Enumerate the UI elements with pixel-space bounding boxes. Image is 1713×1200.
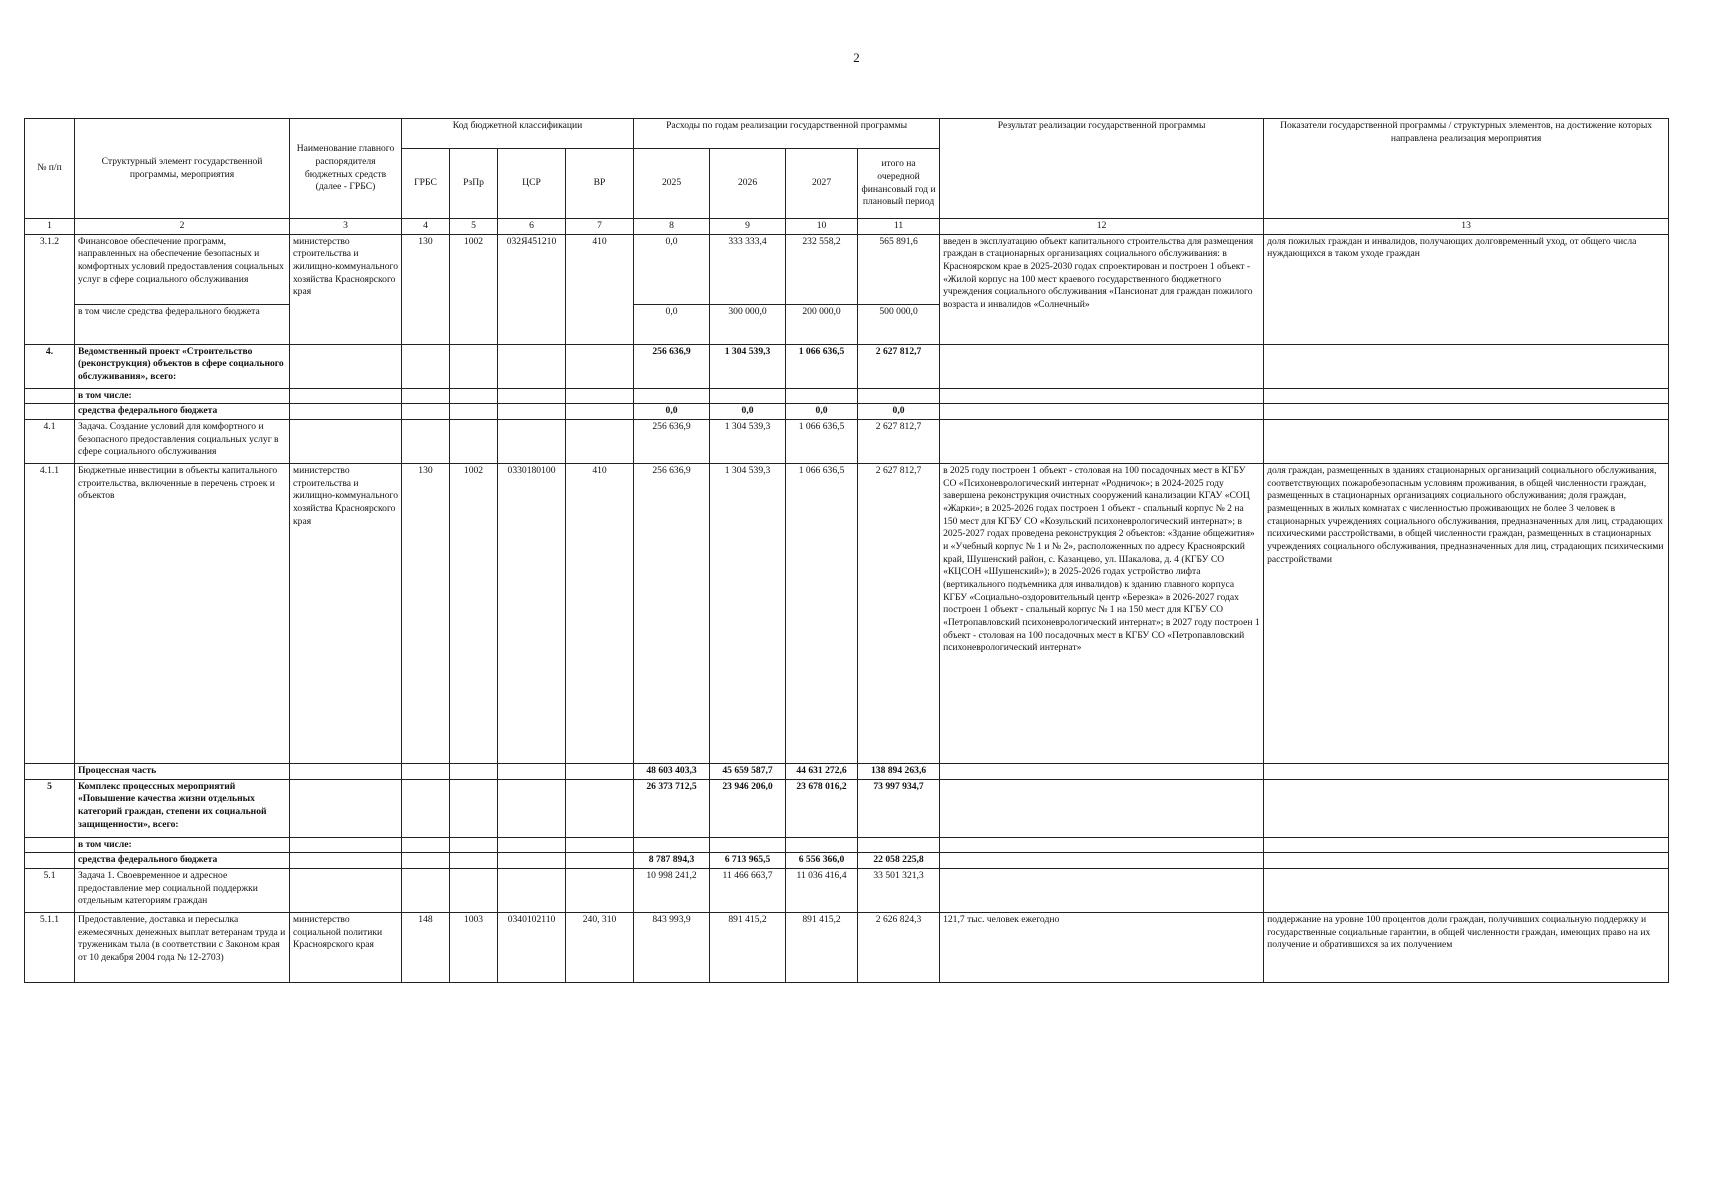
row-vr: 410 — [566, 463, 634, 763]
header-expenses-group: Расходы по годам реализации государственной программы — [634, 119, 940, 149]
row-rzpr: 1002 — [450, 463, 498, 763]
row-y2025: 256 636,9 — [634, 344, 710, 388]
table-row — [25, 868, 1669, 912]
row-y2026: 11 466 663,7 — [710, 868, 786, 912]
header-element: Структурный элемент государственной программы, мероприятия — [75, 119, 290, 219]
colnum-11: 11 — [858, 219, 940, 235]
row-y2025: 843 993,9 — [634, 912, 710, 982]
table-row — [25, 779, 1669, 837]
row-vr: 240, 310 — [566, 912, 634, 982]
row-y2026: 6 713 965,5 — [710, 853, 786, 869]
row-y2027: 200 000,0 — [786, 304, 858, 344]
row-y2027: 1 066 636,5 — [786, 463, 858, 763]
row-y2026: 1 304 539,3 — [710, 344, 786, 388]
row-total: 33 501 321,3 — [858, 868, 940, 912]
colnum-2: 2 — [75, 219, 290, 235]
colnum-3: 3 — [290, 219, 402, 235]
row-indicator: доля пожилых граждан и инвалидов, получающих долговременный уход, от общего числа нуждающихся в таком уходе граждан — [1264, 234, 1669, 344]
row-y2027: 232 558,2 — [786, 234, 858, 304]
row-num: 5.1.1 — [25, 912, 75, 982]
row-csr: 032Я451210 — [498, 234, 566, 344]
page-number: 2 — [853, 50, 860, 65]
header-num: № п/п — [25, 119, 75, 219]
row-num: 4.1 — [25, 419, 75, 463]
row-grbs-name: министерство социальной политики Красноярского края — [290, 912, 402, 982]
row-y2027: 6 556 366,0 — [786, 853, 858, 869]
colnum-6: 6 — [498, 219, 566, 235]
row-y2026: 1 304 539,3 — [710, 463, 786, 763]
row-y2025: 48 603 403,3 — [634, 763, 710, 779]
row-y2026: 45 659 587,7 — [710, 763, 786, 779]
row-vr: 410 — [566, 234, 634, 344]
row-y2026: 1 304 539,3 — [710, 419, 786, 463]
table-row — [25, 404, 1669, 420]
row-y2027: 0,0 — [786, 404, 858, 420]
row-num: 4. — [25, 344, 75, 388]
row-rzpr: 1002 — [450, 234, 498, 344]
colnum-9: 9 — [710, 219, 786, 235]
header-y2027: 2027 — [786, 149, 858, 219]
row-y2025: 256 636,9 — [634, 463, 710, 763]
table-row — [25, 463, 1669, 763]
row-y2027: 23 678 016,2 — [786, 779, 858, 837]
row-element: Бюджетные инвестиции в объекты капитального строительства, включенные в перечень строек и объектов — [75, 463, 290, 763]
colnum-12: 12 — [940, 219, 1264, 235]
row-y2025: 0,0 — [634, 234, 710, 304]
row-y2026: 0,0 — [710, 404, 786, 420]
row-total: 500 000,0 — [858, 304, 940, 344]
row-element: Предоставление, доставка и пересылка ежемесячных денежных выплат ветеранам труда и труженикам тыла (в соответствии с Законом края от 10 декабря 2004 года № 12-2703) — [75, 912, 290, 982]
table-row — [25, 912, 1669, 982]
header-bk-group: Код бюджетной классификации — [402, 119, 634, 149]
table-row — [25, 344, 1669, 388]
row-element: средства федерального бюджета — [75, 853, 290, 869]
row-y2027: 891 415,2 — [786, 912, 858, 982]
row-element: средства федерального бюджета — [75, 404, 290, 420]
header-rzpr: РзПр — [450, 149, 498, 219]
table-row — [25, 388, 1669, 404]
header-y2025: 2025 — [634, 149, 710, 219]
row-num: 3.1.2 — [25, 234, 75, 344]
header-total: итого на очередной финансовый год и плановый период — [858, 149, 940, 219]
header-indicators: Показатели государственной программы / структурных элементов, на достижение которых направлена реализация мероприятия — [1264, 119, 1669, 219]
row-element: в том числе средства федерального бюджета — [75, 304, 290, 344]
row-grbs-name: министерство строительства и жилищно-коммунального хозяйства Красноярского края — [290, 234, 402, 344]
row-csr: 0330180100 — [498, 463, 566, 763]
row-grbs: 148 — [402, 912, 450, 982]
row-total: 2 626 824,3 — [858, 912, 940, 982]
row-y2025: 256 636,9 — [634, 419, 710, 463]
row-total: 0,0 — [858, 404, 940, 420]
colnum-4: 4 — [402, 219, 450, 235]
colnum-8: 8 — [634, 219, 710, 235]
table-row — [25, 837, 1669, 853]
header-grbs: ГРБС — [402, 149, 450, 219]
row-y2026: 23 946 206,0 — [710, 779, 786, 837]
row-grbs-name: министерство строительства и жилищно-коммунального хозяйства Красноярского края — [290, 463, 402, 763]
colnum-7: 7 — [566, 219, 634, 235]
row-num: 4.1.1 — [25, 463, 75, 763]
header-result: Результат реализации государственной программы — [940, 119, 1264, 219]
header-grbs-name: Наименование главного распорядителя бюджетных средств (далее - ГРБС) — [290, 119, 402, 219]
row-total: 565 891,6 — [858, 234, 940, 304]
row-element: Задача 1. Своевременное и адресное предоставление мер социальной поддержки отдельным категориям граждан — [75, 868, 290, 912]
table-row — [25, 234, 1669, 304]
row-grbs: 130 — [402, 463, 450, 763]
row-y2027: 44 631 272,6 — [786, 763, 858, 779]
row-element: Задача. Создание условий для комфортного и безопасного предоставления социальных услуг в сфере социального обслуживания — [75, 419, 290, 463]
row-total: 2 627 812,7 — [858, 344, 940, 388]
row-result: в 2025 году построен 1 объект - столовая на 100 посадочных мест в КГБУ СО «Психоневрологический интернат «Родничок»; в 2024-2025 году завершена реконструкция очистных сооружений канализации КГАУ «СОЦ «Жарки»; в 2025-2026 годах построен 1 объект - спальный корпус № 2 на 150 мест для КГБУ СО «Козульский психоневрологический интернат»; в 2025-2027 годах проведена реконструкция 2 объектов: «Здание общежития» и «Учебный корпус № 1 и № 2», расположенных по адресу Красноярский край, Шушенский район, с. Казанцево, ул. Шакалова, д. 4 (КГБУ СО «КЦСОН «Шушенский»); в 2025-2026 годах устройство лифта (вертикального подъемника для инвалидов) к зданию главного корпуса КГБУ «Социально-оздоровительный центр «Березка» в 2026-2027 годах построен 1 объект - спальный корпус № 1 на 150 мест для КГБУ СО «Петропавловский психоневрологический интернат»; в 2027 году построен 1 объект - столовая на 100 посадочных мест в КГБУ СО «Петропавловский психоневрологический интернат» — [940, 463, 1264, 763]
row-y2027: 1 066 636,5 — [786, 344, 858, 388]
row-element: в том числе: — [75, 837, 290, 853]
table-row — [25, 853, 1669, 869]
row-y2026: 891 415,2 — [710, 912, 786, 982]
row-element: Комплекс процессных мероприятий «Повышение качества жизни отдельных категорий граждан, степени их социальной защищенности», всего: — [75, 779, 290, 837]
row-y2025: 10 998 241,2 — [634, 868, 710, 912]
header-csr: ЦСР — [498, 149, 566, 219]
header-y2026: 2026 — [710, 149, 786, 219]
row-y2025: 8 787 894,3 — [634, 853, 710, 869]
table-row — [25, 763, 1669, 779]
row-total: 73 997 934,7 — [858, 779, 940, 837]
row-csr: 0340102110 — [498, 912, 566, 982]
colnum-5: 5 — [450, 219, 498, 235]
row-y2027: 1 066 636,5 — [786, 419, 858, 463]
row-y2025: 0,0 — [634, 304, 710, 344]
row-y2025: 0,0 — [634, 404, 710, 420]
colnum-13: 13 — [1264, 219, 1669, 235]
row-y2026: 333 333,4 — [710, 234, 786, 304]
header-vr: ВР — [566, 149, 634, 219]
row-y2027: 11 036 416,4 — [786, 868, 858, 912]
row-element: в том числе: — [75, 388, 290, 404]
row-result: 121,7 тыс. человек ежегодно — [940, 912, 1264, 982]
table-row — [25, 419, 1669, 463]
row-element: Ведомственный проект «Строительство (реконструкция) объектов в сфере социального обслуживания», всего: — [75, 344, 290, 388]
row-rzpr: 1003 — [450, 912, 498, 982]
row-grbs: 130 — [402, 234, 450, 344]
colnum-1: 1 — [25, 219, 75, 235]
row-indicator: поддержание на уровне 100 процентов доли граждан, получивших социальную поддержку и государственные социальные гарантии, в общей численности граждан, имеющих право на их получение и обратившихся за их получением — [1264, 912, 1669, 982]
row-y2026: 300 000,0 — [710, 304, 786, 344]
row-indicator: доля граждан, размещенных в зданиях стационарных организаций социального обслуживания, соответствующих пожаробезопасным условиям проживания, в общей численности граждан, размещенных в стационарных организациях социального обслуживания; доля граждан, размещенных в жилых комнатах с численностью проживающих не более 3 человек в стационарных учреждениях социального обслуживания, предназначенных для лиц, страдающих психическими расстройствами, в общей численности граждан, размещенных в стационарных учреждениях социального обслуживания, предназначенных для лиц, страдающих психическими расстройствами — [1264, 463, 1669, 763]
row-element: Финансовое обеспечение программ, направленных на обеспечение безопасных и комфортных условий предоставления социальных услуг в сфере социального обслуживания — [75, 234, 290, 304]
row-total: 2 627 812,7 — [858, 463, 940, 763]
row-element: Процессная часть — [75, 763, 290, 779]
program-table — [24, 118, 1669, 983]
row-y2025: 26 373 712,5 — [634, 779, 710, 837]
colnum-10: 10 — [786, 219, 858, 235]
row-total: 22 058 225,8 — [858, 853, 940, 869]
row-num: 5.1 — [25, 868, 75, 912]
row-total: 138 894 263,6 — [858, 763, 940, 779]
row-num: 5 — [25, 779, 75, 837]
row-total: 2 627 812,7 — [858, 419, 940, 463]
row-result: введен в эксплуатацию объект капитального строительства для размещения граждан в стационарных организациях социального обслуживания: в Красноярском крае в 2025-2030 годах спроектирован и построен 1 объект - «Жилой корпус на 100 мест краевого государственного бюджетного учреждения социального обслуживания «Пансионат для граждан пожилого возраста и инвалидов «Солнечный» — [940, 234, 1264, 344]
